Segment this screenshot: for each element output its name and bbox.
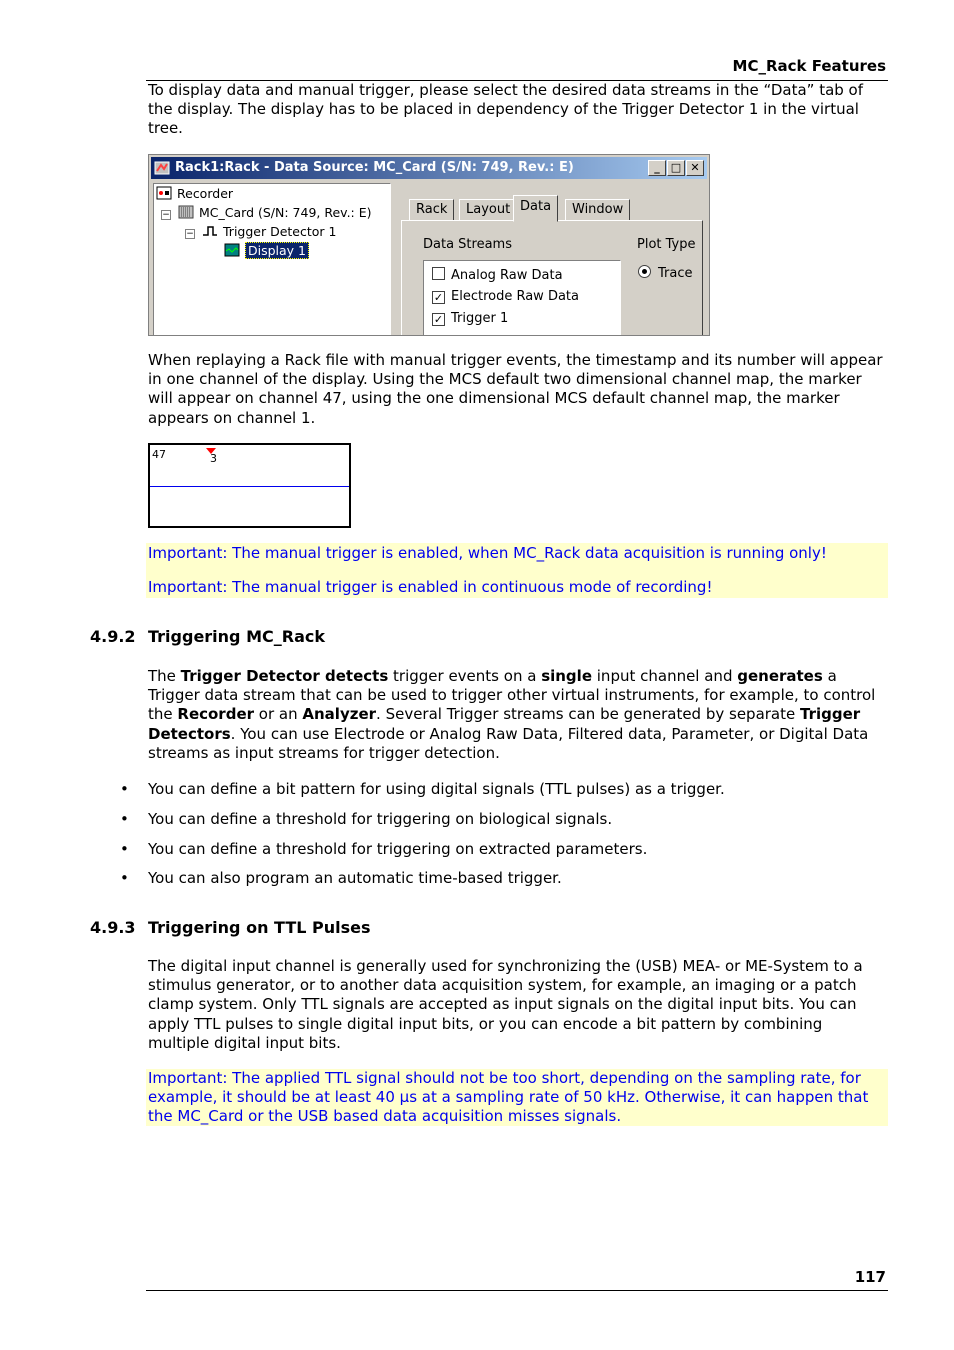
checkbox-checked[interactable]: ✓ xyxy=(433,313,444,326)
recorder-icon xyxy=(156,186,172,200)
channel-number: 47 xyxy=(152,448,166,461)
ttl-paragraph: The digital input channel is generally used for synchronizing the (USB) MEA- or ME-System to a stimulus generator, or to another data acquisition system, for example, an imaging or a patch clamp system. Only TTL signals are accepted as input signals on the digital input bits. You can apply TTL pulses to single digital input bits, or you can encode a bit pattern by combining multiple digital input bits. xyxy=(148,957,863,1052)
list-item: • You can define a threshold for triggering on extracted parameters. xyxy=(120,839,648,858)
window-title: Rack1:Rack - Data Source: MC_Card (S/N: 749, Rev.: E) xyxy=(175,160,574,175)
bullet-icon: • xyxy=(120,780,129,798)
checkbox-unchecked[interactable] xyxy=(432,267,445,280)
replay-paragraph: When replaying a Rack file with manual trigger events, the timestamp and its number will appear in one channel of the display. Using the MCS default two dimensional channel map, the marker will appear on channel 47, using the one dimensional MCS default channel map, the marker appears on channel 1. xyxy=(148,351,883,427)
tree-node-display[interactable]: Display 1 xyxy=(224,243,309,258)
card-icon xyxy=(178,205,194,219)
list-item: • You can define a threshold for triggering on biological signals. xyxy=(120,809,613,828)
section-heading: 4.9.2 Triggering MC_Rack xyxy=(90,627,325,646)
plot-type-trace-option[interactable]: Trace xyxy=(638,265,693,281)
channel-display xyxy=(148,443,351,528)
virtual-tree xyxy=(153,183,391,336)
maximize-button[interactable]: □ xyxy=(667,160,685,176)
trigger-detector-paragraph: The Trigger Detector detects trigger events on a single input channel and generates a Trigger data stream that can be used to trigger other virtual instruments, for example, to control the Recorder or an Analyzer. Several Trigger streams can be generated by separate Trigger Detectors. You can use Electrode or Analog Raw Data, Filtered data, Parameter, or Digital Data streams as input streams for trigger detection. xyxy=(148,667,876,762)
bullet-icon: • xyxy=(120,839,129,858)
rack-window xyxy=(148,154,710,336)
stream-trigger-1[interactable]: ✓ Trigger 1 xyxy=(433,311,509,326)
running-header: MC_Rack Features xyxy=(732,57,886,75)
page-number: 117 xyxy=(854,1268,886,1286)
important-note: Important: The manual trigger is enabled, when MC_Rack data acquisition is running only! xyxy=(148,544,827,562)
section-heading: 4.9.3 Triggering on TTL Pulses xyxy=(90,918,371,937)
window-titlebar xyxy=(151,157,707,179)
data-streams-label: Data Streams xyxy=(423,237,512,252)
bullet-icon: • xyxy=(120,869,129,888)
tab-window[interactable]: Window xyxy=(565,199,630,221)
tree-node-mc-card[interactable]: MC_Card (S/N: 749, Rev.: E) xyxy=(178,205,372,220)
tree-node-recorder[interactable]: Recorder xyxy=(156,186,233,201)
tab-rack[interactable]: Rack xyxy=(409,199,454,221)
footer-rule xyxy=(146,1290,888,1291)
checkbox-checked[interactable]: ✓ xyxy=(433,291,444,304)
important-note: Important: The manual trigger is enabled in continuous mode of recording! xyxy=(148,578,713,597)
important-note: Important: The applied TTL signal should not be too short, depending on the sampling rate, for example, it should be at least 40 µs at a sampling rate of 50 kHz. Otherwise, it can happen that the MC_Card or the USB based data acquisition misses signals. xyxy=(148,1069,869,1126)
tab-layout[interactable]: Layout xyxy=(459,199,517,221)
trigger-bullets xyxy=(120,780,888,899)
trigger-icon xyxy=(202,224,218,238)
radio-selected[interactable] xyxy=(638,265,651,278)
list-item: • You can define a bit pattern for using digital signals (TTL pulses) as a trigger. xyxy=(120,780,725,798)
trigger-marker-label: 3 xyxy=(210,452,217,465)
list-item: • You can also program an automatic time-based trigger. xyxy=(120,869,562,888)
important-note-box xyxy=(146,1069,888,1126)
properties-pane xyxy=(395,183,705,335)
tree-expander[interactable]: − xyxy=(162,210,170,220)
app-icon xyxy=(154,160,170,176)
intro-paragraph: To display data and manual trigger, please select the desired data streams in the “Data” tab of the display. The display has to be placed in dependency of the Trigger Detector 1 in the virtual tree. xyxy=(148,81,864,138)
stream-electrode-raw-data[interactable]: ✓ Electrode Raw Data xyxy=(433,289,579,304)
channel-trace-line xyxy=(150,486,349,487)
tree-expander[interactable]: − xyxy=(186,229,194,239)
close-button[interactable]: ✕ xyxy=(686,160,704,176)
minimize-button[interactable]: _ xyxy=(648,160,666,176)
plot-type-label: Plot Type xyxy=(637,237,696,252)
data-streams-list xyxy=(423,260,621,336)
display-icon xyxy=(224,243,240,257)
stream-analog-raw-data[interactable]: Analog Raw Data xyxy=(432,267,563,283)
tab-data[interactable]: Data xyxy=(513,195,558,222)
bullet-icon: • xyxy=(120,809,129,828)
tree-node-trigger-detector[interactable]: Trigger Detector 1 xyxy=(202,224,336,239)
important-note-box xyxy=(146,543,888,598)
